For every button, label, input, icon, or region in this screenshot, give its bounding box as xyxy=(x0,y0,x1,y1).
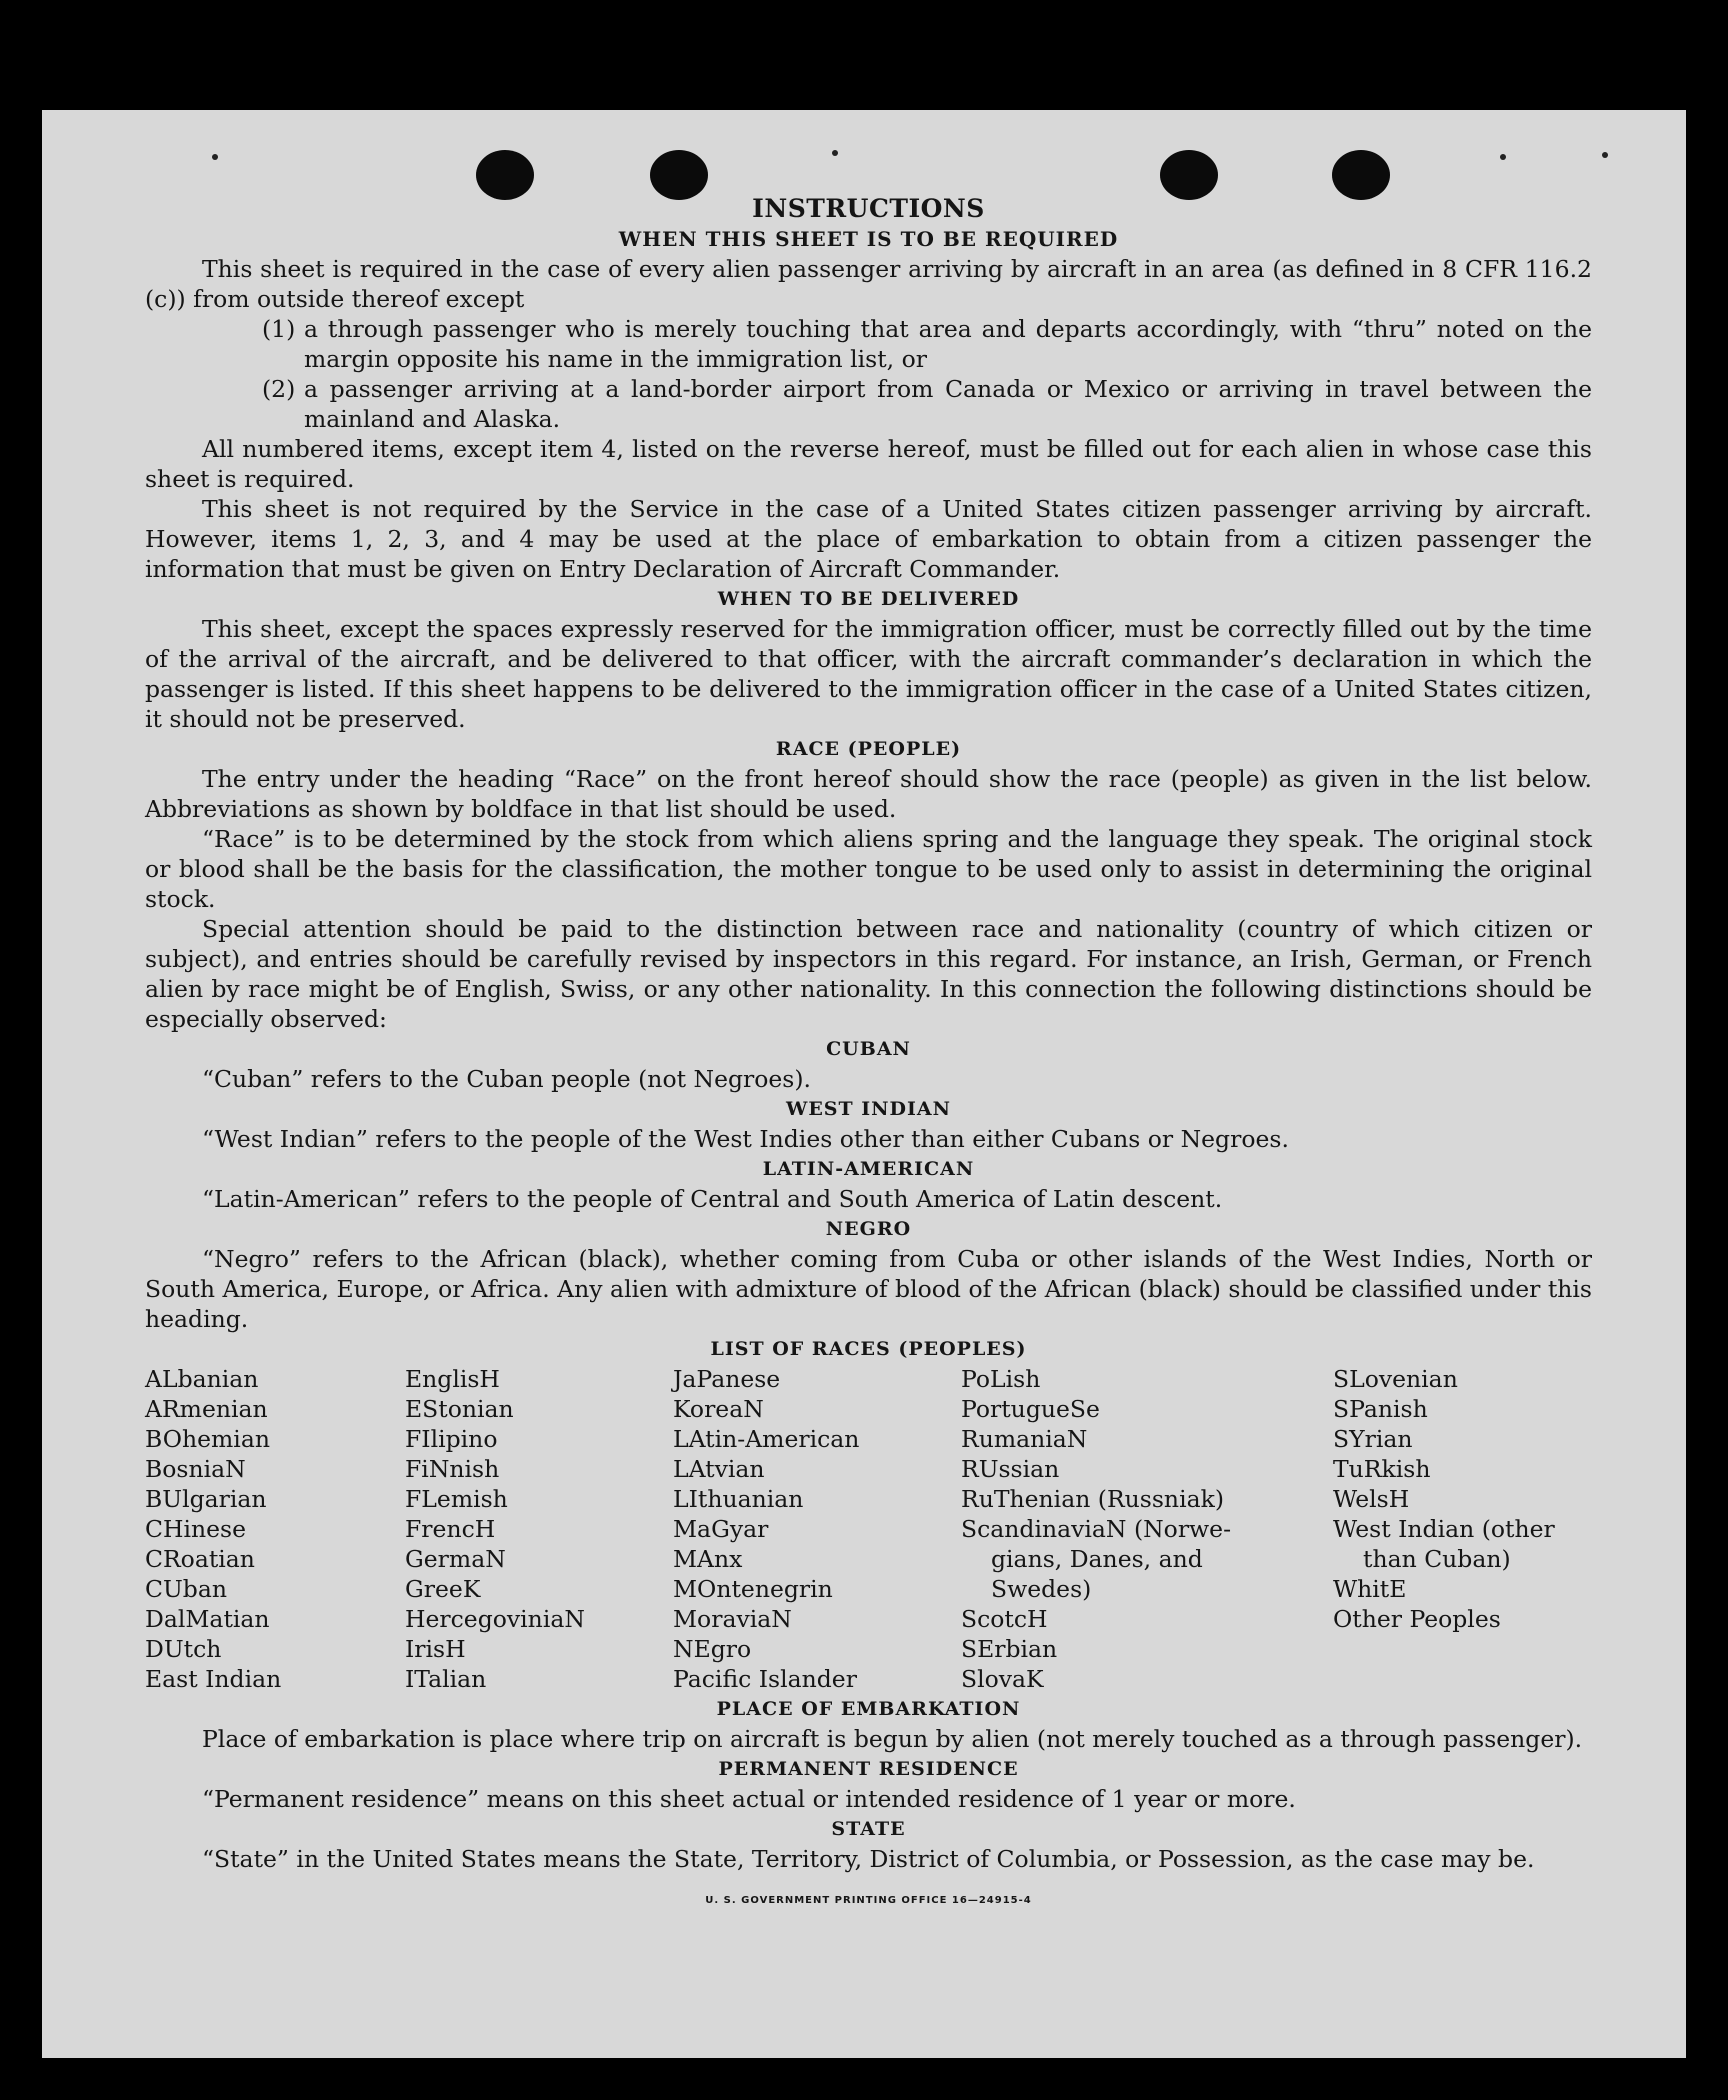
paper-speck xyxy=(1602,152,1608,158)
race-entry: EStonian xyxy=(405,1395,514,1423)
exception-item xyxy=(145,374,1592,434)
race-entry: LAtin-American xyxy=(673,1425,860,1453)
paragraph: Special attention should be paid to the distinction between race and nationality (country of which citizen or subject), and entries should be carefully revised by inspectors in this regard. For instance, an Irish, German, or French alien by race might be of English, Swiss, or any other nationality. In this connection the following distinctions should be especially observed: xyxy=(145,915,1592,1033)
race-entry: TuRkish xyxy=(1333,1455,1431,1483)
race-entry: MaGyar xyxy=(673,1515,769,1543)
paragraph: This sheet, except the spaces expressly reserved for the immigration officer, must be correctly filled out by the time of the arrival of the aircraft, and be delivered to that officer, with the aircraft commander’s declaration in which the passenger is listed. If this sheet happens to be delivered to the immigration officer in the case of a United States citizen, it should not be preserved. xyxy=(145,615,1592,733)
race-entry: RumaniaN xyxy=(961,1425,1088,1453)
paragraph: This sheet is not required by the Service in the case of a United States citizen passenger arriving by aircraft. However, items 1, 2, 3, and 4 may be used at the place of embarkation to obtain from a citizen passenger the information that must be given on Entry Declaration of Aircraft Commander. xyxy=(145,495,1592,583)
race-entry: CHinese xyxy=(145,1515,246,1543)
punch-hole xyxy=(650,150,708,200)
paragraph: “State” in the United States means the State, Territory, District of Columbia, or Possession, as the case may be. xyxy=(202,1845,1535,1873)
race-entry: CUban xyxy=(145,1575,227,1603)
race-entry: MAnx xyxy=(673,1545,743,1573)
item-number: (1) xyxy=(262,315,296,343)
race-entry: SPanish xyxy=(1333,1395,1428,1423)
race-entry: RuThenian (Russniak) xyxy=(961,1485,1224,1513)
punch-hole xyxy=(1332,150,1390,200)
paragraph: Place of embarkation is place where trip on aircraft is begun by alien (not merely touched as a through passenger). xyxy=(202,1725,1583,1753)
race-entry: Swedes) xyxy=(991,1575,1092,1603)
race-entry: NEgro xyxy=(673,1635,752,1663)
race-entry: Pacific Islander xyxy=(673,1665,857,1693)
race-entry: MoraviaN xyxy=(673,1605,792,1633)
heading-latin-american: LATIN-AMERICAN xyxy=(762,1158,975,1180)
race-entry: DalMatian xyxy=(145,1605,270,1633)
race-entry: LAtvian xyxy=(673,1455,765,1483)
paragraph: The entry under the heading “Race” on the front hereof should show the race (people) as given in the list below. Abbreviations as shown by boldface in that list should be used. xyxy=(145,765,1592,823)
paragraph: “Permanent residence” means on this sheet actual or intended residence of 1 year or more. xyxy=(202,1785,1296,1813)
heading-when-delivered: WHEN TO BE DELIVERED xyxy=(717,588,1020,610)
race-entry: IrisH xyxy=(405,1635,466,1663)
heading-place-of-embarkation: PLACE OF EMBARKATION xyxy=(716,1698,1021,1720)
punch-hole xyxy=(1160,150,1218,200)
document-sheet xyxy=(42,110,1686,2058)
race-entry: GermaN xyxy=(405,1545,506,1573)
exception-item xyxy=(145,314,1592,374)
race-entry: ALbanian xyxy=(145,1365,259,1393)
race-entry: WelsH xyxy=(1333,1485,1410,1513)
paragraph: “Negro” refers to the African (black), whether coming from Cuba or other islands of the West Indies, North or South America, Europe, or Africa. Any alien with admixture of blood of the African (black) should be classified under this heading. xyxy=(145,1245,1592,1333)
paragraph: This sheet is required in the case of every alien passenger arriving by aircraft in an area (as defined in 8 CFR 116.2 (c)) from outside thereof except xyxy=(145,255,1592,313)
race-entry: PortugueSe xyxy=(961,1395,1100,1423)
heading-west-indian: WEST INDIAN xyxy=(785,1098,952,1120)
race-entry: ITalian xyxy=(405,1665,487,1693)
race-entry: FiNnish xyxy=(405,1455,500,1483)
race-entry: East Indian xyxy=(145,1665,282,1693)
heading-when-required: WHEN THIS SHEET IS TO BE REQUIRED xyxy=(618,227,1119,251)
paragraph: All numbered items, except item 4, listed on the reverse hereof, must be filled out for each alien in whose case this sheet is required. xyxy=(145,435,1592,493)
race-entry: GreeK xyxy=(405,1575,481,1603)
race-entry: SLovenian xyxy=(1333,1365,1458,1393)
page-title: INSTRUCTIONS xyxy=(752,194,985,223)
paper-speck xyxy=(212,154,218,160)
race-entry: CRoatian xyxy=(145,1545,255,1573)
paragraph: “Cuban” refers to the Cuban people (not Negroes). xyxy=(202,1065,812,1093)
race-entry: DUtch xyxy=(145,1635,222,1663)
race-entry: EnglisH xyxy=(405,1365,500,1393)
race-entry: LIthuanian xyxy=(673,1485,804,1513)
item-text: a through passenger who is merely touching that area and departs accordingly, with “thru” noted on the margin opposite his name in the immigration list, or xyxy=(304,315,1592,373)
race-entry: ARmenian xyxy=(145,1395,268,1423)
race-entry: BOhemian xyxy=(145,1425,270,1453)
instructions-content xyxy=(145,194,1592,1916)
race-entry: Other Peoples xyxy=(1333,1605,1501,1633)
races-column xyxy=(673,1364,961,1694)
race-entry: JaPanese xyxy=(673,1365,781,1393)
races-column xyxy=(961,1364,1333,1694)
heading-negro: NEGRO xyxy=(825,1218,912,1240)
races-column xyxy=(145,1364,405,1694)
race-entry: SlovaK xyxy=(961,1665,1044,1693)
race-entry: FLemish xyxy=(405,1485,508,1513)
heading-permanent-residence: PERMANENT RESIDENCE xyxy=(718,1758,1019,1780)
race-entry: BosniaN xyxy=(145,1455,246,1483)
race-entry: ScotcH xyxy=(961,1605,1048,1633)
paragraph: “Latin-American” refers to the people of Central and South America of Latin descent. xyxy=(202,1185,1223,1213)
races-column xyxy=(1333,1364,1592,1694)
paper-speck xyxy=(832,150,838,156)
race-entry: FIlipino xyxy=(405,1425,498,1453)
heading-cuban: CUBAN xyxy=(826,1038,911,1060)
punch-hole xyxy=(476,150,534,200)
race-entry: gians, Danes, and xyxy=(991,1545,1203,1573)
printer-imprint: U. S. GOVERNMENT PRINTING OFFICE 16—24915-4 xyxy=(705,1895,1032,1906)
race-entry: SErbian xyxy=(961,1635,1058,1663)
race-entry: FrencH xyxy=(405,1515,496,1543)
paragraph: “Race” is to be determined by the stock from which aliens spring and the language they speak. The original stock or blood shall be the basis for the classification, the mother tongue to be used only to assist in determining the original stock. xyxy=(145,825,1592,913)
paragraph: “West Indian” refers to the people of the West Indies other than either Cubans or Negroes. xyxy=(202,1125,1289,1153)
race-entry: MOntenegrin xyxy=(673,1575,833,1603)
race-entry: SYrian xyxy=(1333,1425,1413,1453)
paper-speck xyxy=(1500,154,1506,160)
race-entry: PoLish xyxy=(961,1365,1041,1393)
race-entry: West Indian (other xyxy=(1333,1515,1555,1543)
races-list xyxy=(145,1364,1592,1694)
race-entry: BUlgarian xyxy=(145,1485,267,1513)
race-entry: WhitE xyxy=(1333,1575,1407,1603)
heading-state: STATE xyxy=(831,1818,906,1840)
race-entry: ScandinaviaN (Norwe- xyxy=(961,1515,1232,1543)
race-entry: KoreaN xyxy=(673,1395,764,1423)
item-number: (2) xyxy=(262,375,296,403)
heading-race: RACE (PEOPLE) xyxy=(775,738,962,760)
item-text: a passenger arriving at a land-border airport from Canada or Mexico or arriving in travel between the mainland and Alaska. xyxy=(304,375,1592,433)
heading-list-of-races: LIST OF RACES (PEOPLES) xyxy=(710,1338,1027,1360)
race-entry: HercegoviniaN xyxy=(405,1605,585,1633)
race-entry: RUssian xyxy=(961,1455,1060,1483)
race-entry: than Cuban) xyxy=(1363,1545,1511,1573)
races-column xyxy=(405,1364,673,1694)
